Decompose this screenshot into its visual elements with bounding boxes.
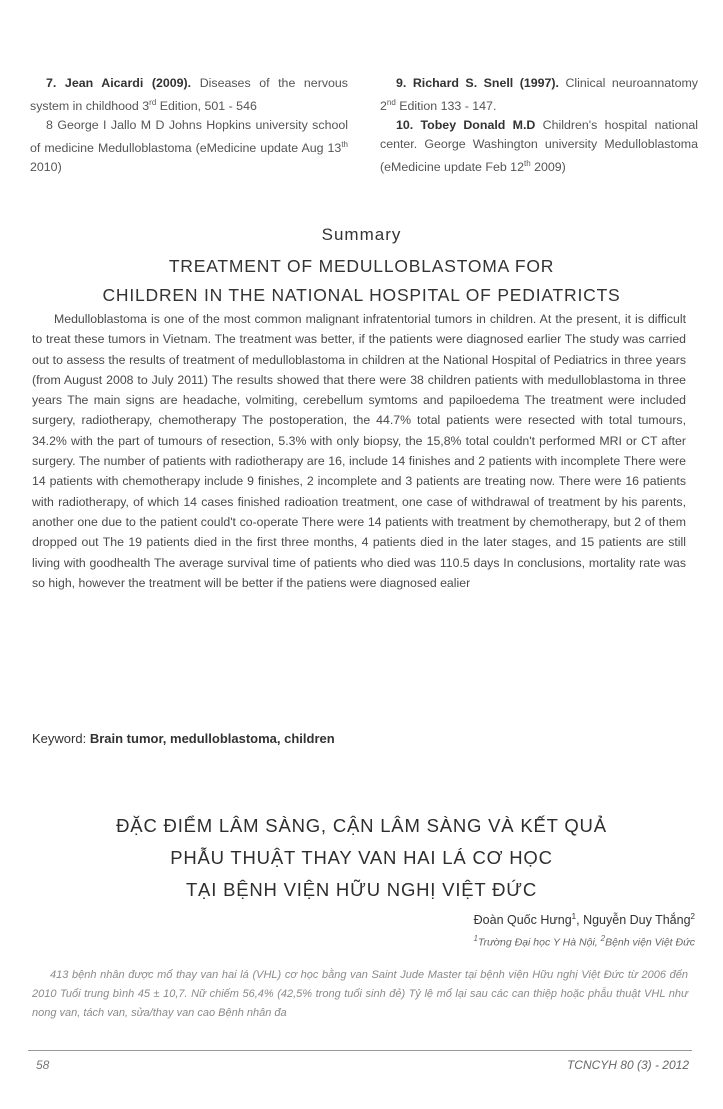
article-title-line-1: ĐẶC ĐIỂM LÂM SÀNG, CẬN LÂM SÀNG VÀ KẾT QUẢ — [116, 815, 607, 836]
summary-title — [0, 252, 723, 310]
reference-author: Richard S. Snell (1997). — [412, 76, 559, 90]
reference-number: 9. — [396, 76, 407, 90]
reference-author: Jean Aicardi (2009). — [64, 76, 192, 90]
reference-text: Children's hospital national center. George Washington university Medulloblastoma (eMedicine update Feb 12 — [380, 118, 698, 175]
reference-9 — [380, 74, 698, 116]
reference-number: 8 — [46, 118, 53, 133]
summary-title-line-1: TREATMENT OF MEDULLOBLASTOMA FOR — [168, 256, 555, 276]
references-left-column — [30, 74, 348, 177]
article-title — [0, 810, 723, 906]
reference-sup: rd — [149, 98, 157, 107]
article-title-line-3: TẠI BỆNH VIỆN HỮU NGHỊ VIỆT ĐỨC — [185, 879, 538, 900]
reference-number: 7. — [46, 76, 57, 90]
keyword-text: Brain tumor, medulloblastoma, children — [89, 731, 335, 746]
reference-sup: th — [523, 159, 531, 169]
affil-1: Trường Đại học Y Hà Nội, — [477, 936, 601, 949]
affil-2: Bệnh viện Việt Đức — [605, 936, 695, 949]
affil-2-mark: 2 — [600, 934, 606, 943]
reference-tail: Edition 133 - 147. — [395, 99, 497, 114]
reference-tail: 2010) — [30, 160, 62, 175]
reference-text: Clinical neuroannatomy 2 — [380, 76, 698, 114]
reference-author: Tobey Donald M.D — [420, 118, 536, 133]
reference-number: 10. — [396, 118, 414, 133]
reference-text: George I Jallo M D Johns Hopkins university school of medicine Medulloblastoma (eMedicine update Aug 13 — [30, 118, 348, 156]
reference-sup: nd — [386, 98, 396, 107]
reference-text: Diseases of the nervous system in childhood 3 — [30, 76, 348, 114]
reference-7 — [30, 74, 348, 116]
keyword-line — [32, 731, 335, 746]
references — [30, 74, 698, 177]
reference-10 — [380, 116, 698, 177]
reference-tail: 2009) — [530, 160, 566, 175]
article-affiliations — [473, 934, 695, 949]
summary-heading: Summary — [321, 225, 402, 244]
references-right-column — [380, 74, 698, 177]
summary-abstract: Medulloblastoma is one of the most common malignant infratentorial tumors in children. At the present, it is difficult to treat these tumors in Vietnam. The treatment was better, if the patients were diagnosed earlier The study was carried out to assess the results of treatment of medulloblastoma in children at the National Hospital of Pediatrics in three years (from August 2008 to July 2011) The results showed that there were 38 children patients with medulloblastoma in three years The main signs are headache, volmiting, cerebellum symtoms and papiloedema The treatment were included surgery, radiotherapy, chemotherapy The postoperation, the 44.7% total patients were resected with total tumours, 34.2% with the part of tumours of resection, 5.3% with only biopsy, the 15,8% total couldn't performed MRI or CT after surgery. The number of patients with radiotherapy are 16, include 14 finishes and 2 patients with incomplete There were 14 patients with chemotherapy include 9 finishes, 2 incomplete and 3 patients are treating now. There were 16 patients with radiotherapy, of which 14 cases finished radioation treatment, one case of withdrawal of treatment by his parents, another one due to the patient could't co-operate There were 14 patients with treatment by chemotherapy, but 2 of them dropped out The 19 patients died in the first three months, 4 patients died in the later stages, and 15 patients are still living with goodhealth The average survival time of patients who died was 110.5 days In conclusions, mortality rate was so high, however the treatment will be better if the patiens were diagnosed ealier — [32, 312, 686, 590]
summary-title-line-2: CHILDREN IN THE NATIONAL HOSPITAL OF PEDIATRICTS — [102, 285, 621, 305]
article-title-line-2: PHẪU THUẬT THAY VAN HAI LÁ CƠ HỌC — [170, 847, 553, 868]
reference-sup: th — [341, 140, 348, 150]
article-abstract: 413 bệnh nhân được mổ thay van hai lá (VHL) cơ học bằng van Saint Jude Master tại bệnh viện Hữu nghị Việt Đức từ 2006 đến 2010 Tuổi trung bình 45 ± 10,7. Nữ chiếm 56,4% (42,5% trong tuổi sinh đẻ) Tỷ lệ mổ lại sau các can thiệp hoặc phẫu thuật VHL như nong van, tách van, sửa/thay van cao Bệnh nhân đa — [32, 969, 688, 1019]
affil-1-mark: 1 — [473, 934, 478, 943]
reference-tail: Edition, 501 - 546 — [156, 99, 257, 114]
footer-divider — [28, 1050, 692, 1051]
author-1-affil-mark: 1 — [571, 912, 577, 921]
author-2-affil-mark: 2 — [690, 912, 695, 921]
page-number: 58 — [36, 1058, 50, 1072]
author-1: Đoàn Quốc Hưng — [473, 913, 572, 928]
journal-citation: TCNCYH 80 (3) - 2012 — [566, 1058, 689, 1072]
article-authors: Đoàn Quốc Hưng$^1$, Nguyễn Duy Thắng$^2$ — [473, 912, 695, 928]
author-2: Nguyễn Duy Thắng — [583, 913, 691, 928]
keyword-label: Keyword: — [32, 731, 87, 746]
reference-8 — [30, 116, 348, 177]
